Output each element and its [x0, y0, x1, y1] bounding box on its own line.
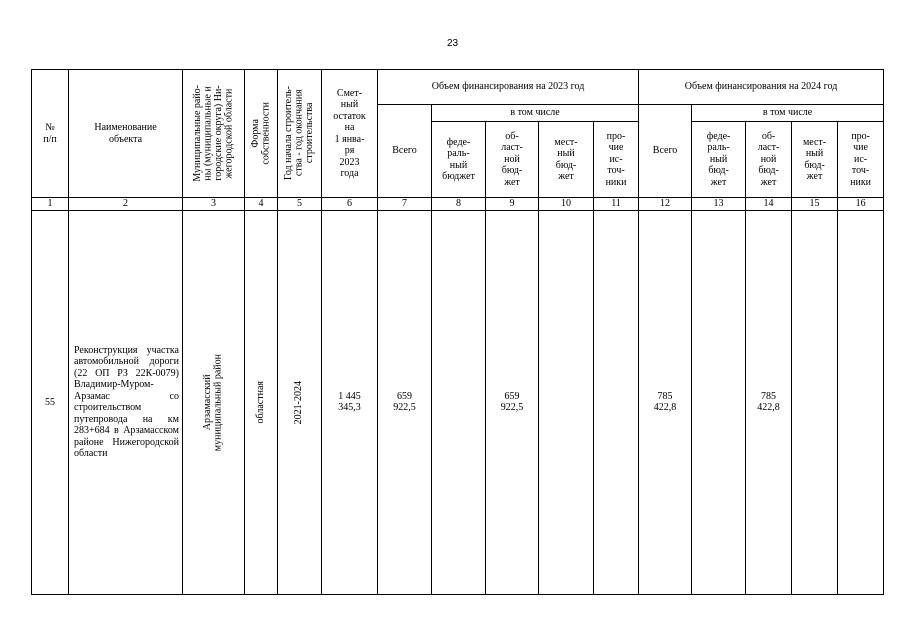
col-number: 5	[278, 198, 322, 211]
header-num: № п/п	[32, 70, 69, 198]
federal-2024-value	[692, 210, 746, 595]
object-name: Реконструкция участка автомобильной дороги (22 ОП РЗ 22К-0079) Владимир-Муром-Арзамас со строительством путепровода на км 283+684 в Арзамасском районе Нижегородской области	[69, 210, 183, 595]
years-text: 2021-2024	[293, 380, 305, 424]
table-row	[32, 210, 884, 595]
header-total-2023: Всего	[378, 105, 432, 198]
col-number: 4	[245, 198, 278, 211]
col-number: 7	[378, 198, 432, 211]
header-years-text: Год начала строитель- ства - год окончания строительства	[282, 86, 315, 181]
header-other-2024: про- чие ис- точ- ники	[838, 122, 884, 198]
col-number: 13	[692, 198, 746, 211]
header-local-2023: мест- ный бюд- жет	[539, 122, 594, 198]
header-total-2024: Всего	[639, 105, 692, 198]
header-row-1	[32, 70, 884, 105]
total-2024-value: 785 422,8	[639, 210, 692, 595]
header-group-2023: Объем финансирования на 2023 год	[378, 70, 639, 105]
header-balance: Смет- ный остаток на 1 янва- ря 2023 года	[322, 70, 378, 198]
col-number: 10	[539, 198, 594, 211]
other-2023-value	[594, 210, 639, 595]
col-number: 6	[322, 198, 378, 211]
header-oblast-2024: об- ласт- ной бюд- жет	[746, 122, 792, 198]
col-number: 1	[32, 198, 69, 211]
col-number: 8	[432, 198, 486, 211]
header-years	[278, 70, 322, 198]
local-2024-value	[792, 210, 838, 595]
header-oblast-2023: об- ласт- ной бюд- жет	[486, 122, 539, 198]
col-number: 14	[746, 198, 792, 211]
col-number: 11	[594, 198, 639, 211]
header-federal-2024: феде- раль- ный бюд- жет	[692, 122, 746, 198]
col-number: 9	[486, 198, 539, 211]
oblast-2024-value: 785 422,8	[746, 210, 792, 595]
balance-value: 1 445 345,3	[322, 210, 378, 595]
col-number: 16	[838, 198, 884, 211]
ownership-text: областная	[254, 381, 266, 424]
row-number: 55	[32, 210, 69, 595]
total-2023-value: 659 922,5	[378, 210, 432, 595]
col-number: 3	[183, 198, 245, 211]
column-number-row	[32, 198, 884, 211]
header-ownership-text: Форма собственности	[249, 102, 271, 165]
header-incl-2024: в том числе	[692, 105, 884, 122]
header-incl-2023: в том числе	[432, 105, 639, 122]
header-other-2023: про- чие ис- точ- ники	[594, 122, 639, 198]
other-2024-value	[838, 210, 884, 595]
header-federal-2023: феде- раль- ный бюджет	[432, 122, 486, 198]
years-cell	[278, 210, 322, 595]
header-ownership	[245, 70, 278, 198]
header-district	[183, 70, 245, 198]
district-text: Арзамасский муниципальный район	[202, 353, 224, 451]
financing-table	[31, 69, 884, 595]
district-cell	[183, 210, 245, 595]
header-local-2024: мест- ный бюд- жет	[792, 122, 838, 198]
col-number: 12	[639, 198, 692, 211]
header-name: Наименование объекта	[69, 70, 183, 198]
local-2023-value	[539, 210, 594, 595]
col-number: 2	[69, 198, 183, 211]
federal-2023-value	[432, 210, 486, 595]
header-district-text: Муниципальные райо- ны (муниципальные и городские округа) Ни- жегородской области	[191, 85, 234, 182]
page-number: 23	[446, 38, 459, 49]
oblast-2023-value: 659 922,5	[486, 210, 539, 595]
ownership-cell	[245, 210, 278, 595]
col-number: 15	[792, 198, 838, 211]
header-group-2024: Объем финансирования на 2024 год	[639, 70, 884, 105]
